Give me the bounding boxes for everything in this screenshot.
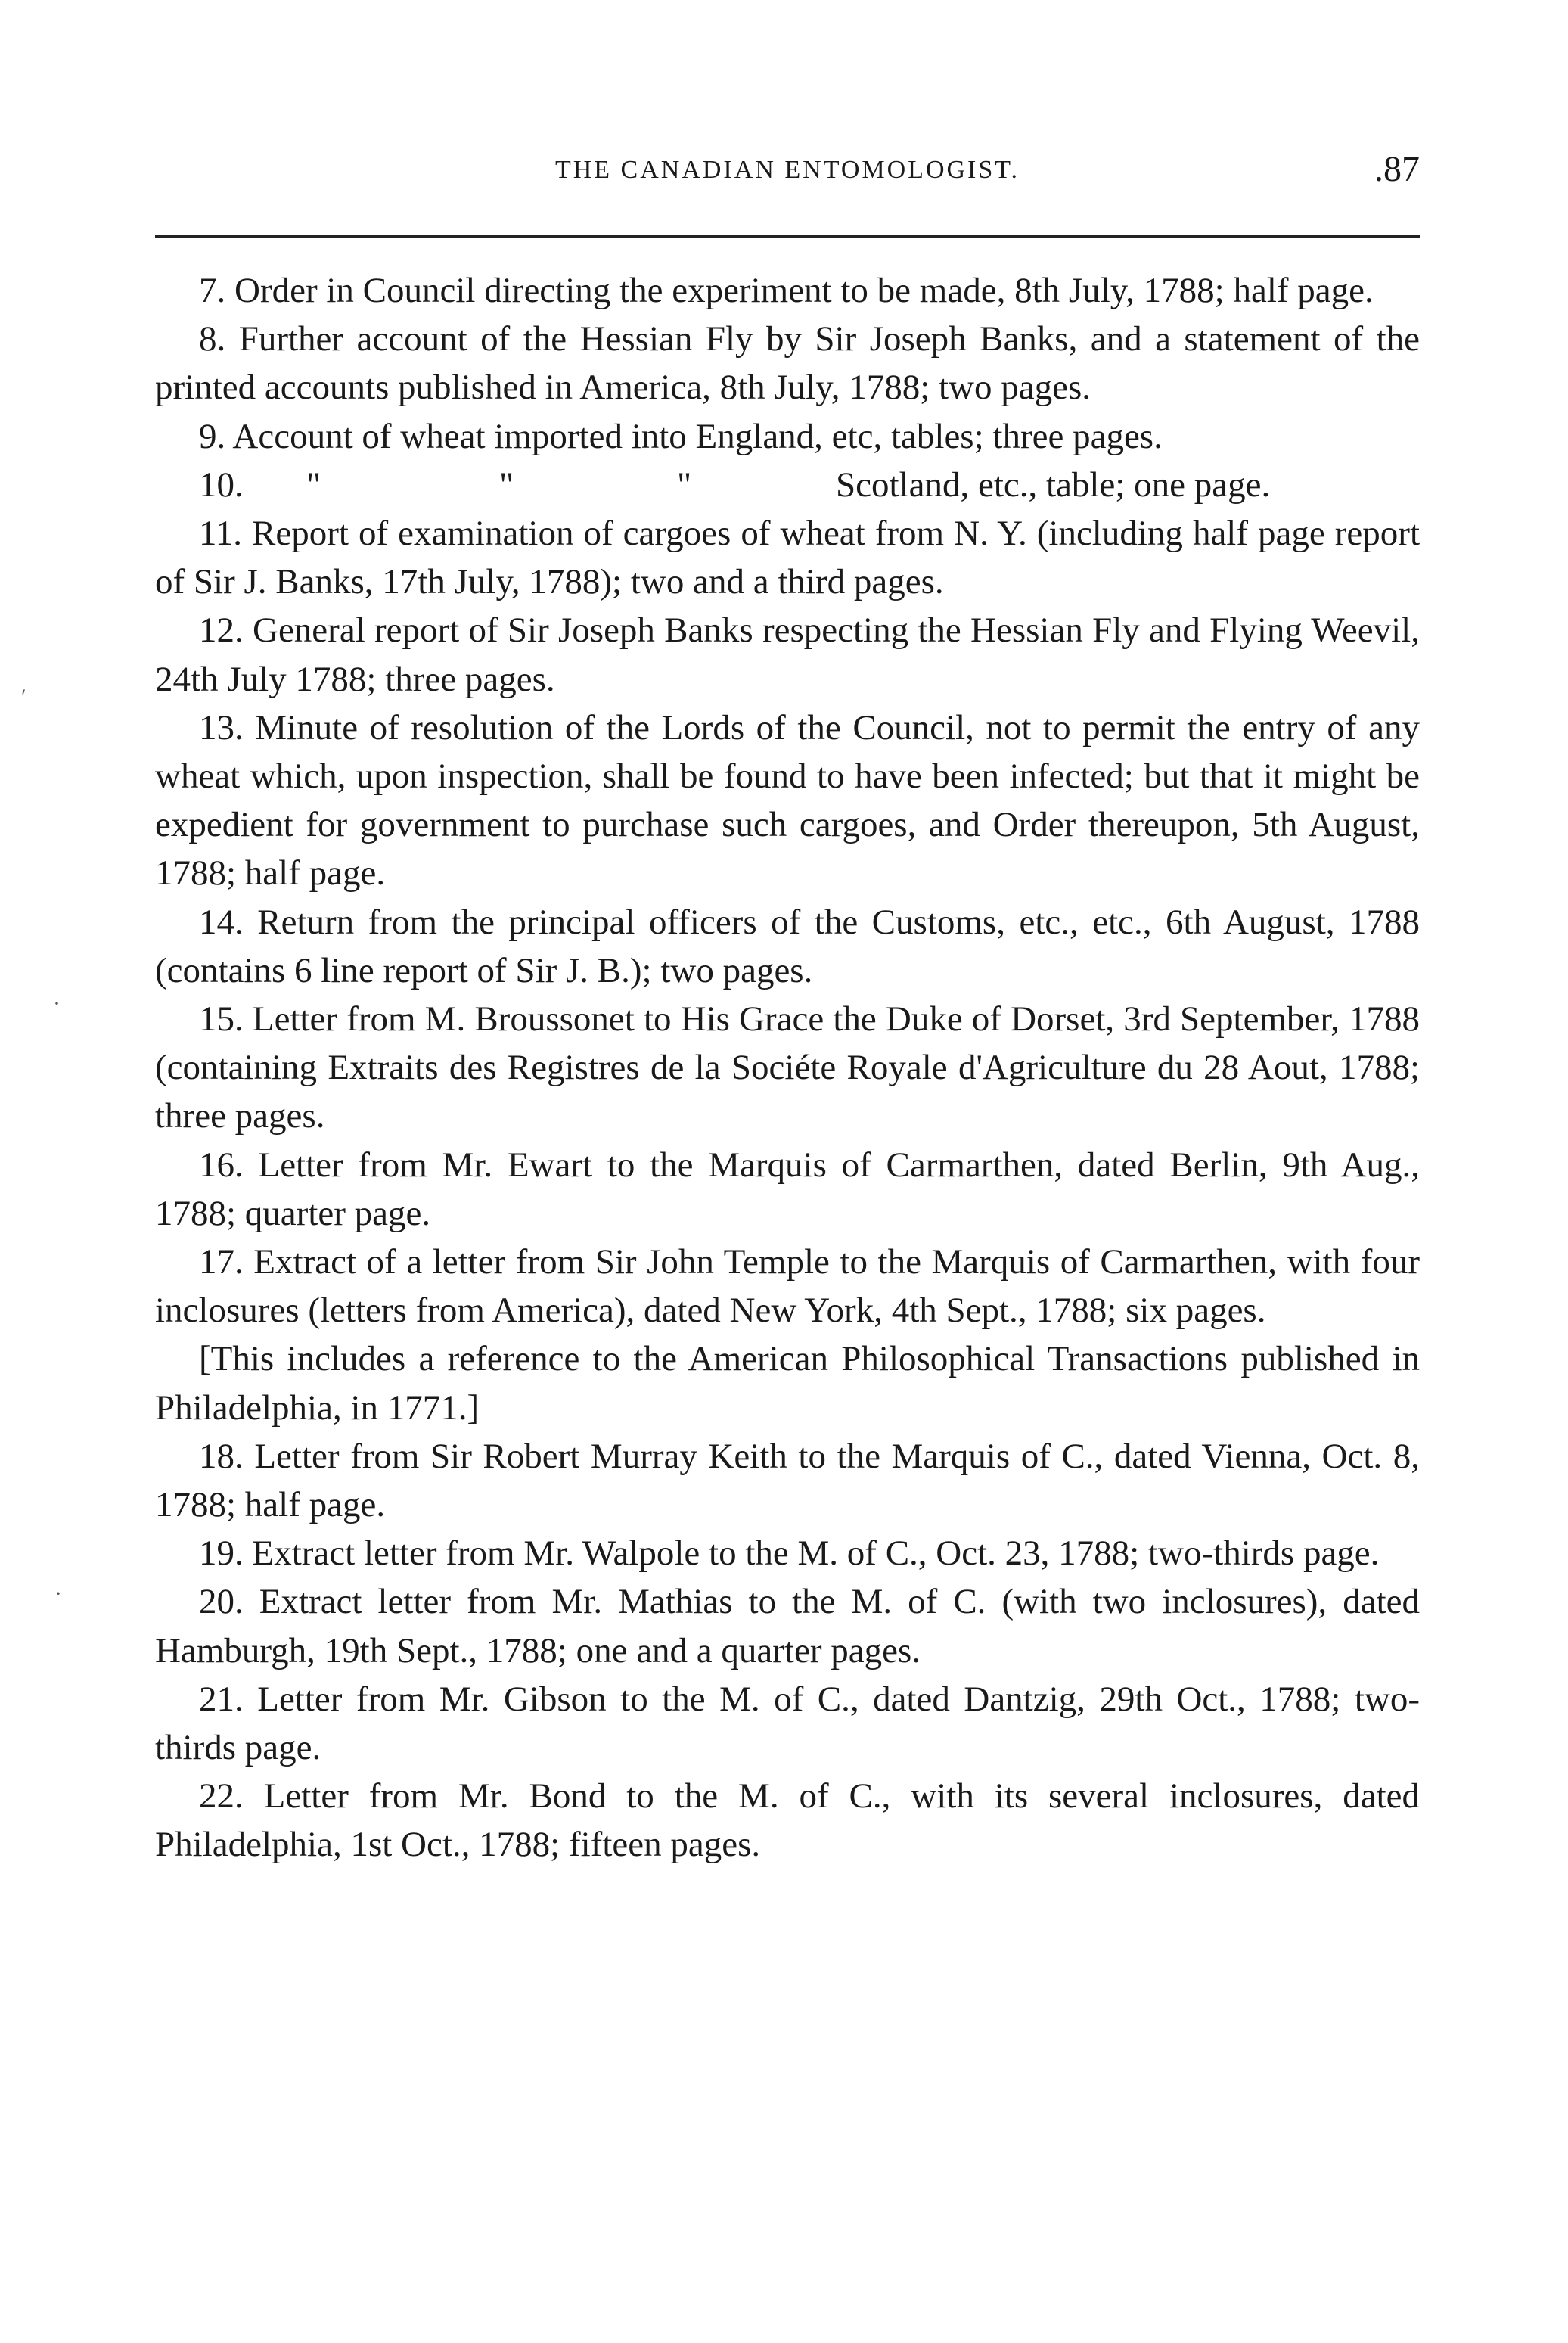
- margin-speck: ·: [54, 1581, 62, 1606]
- running-title: THE CANADIAN ENTOMOLOGIST.: [554, 156, 1020, 184]
- entry-17: 17. Extract of a letter from Sir John Temple to the Marquis of Carmarthen, with four inclosures (letters from America), dated New York, 4th Sept., 1788; six pages.: [155, 1242, 1420, 1331]
- entry-19: 19. Extract letter from Mr. Walpole to the M. of C., Oct. 23, 1788; two-thirds page.: [199, 1534, 1380, 1574]
- entry-16: 16. Letter from Mr. Ewart to the Marquis of Carmarthen, dated Berlin, 9th Aug., 1788; quarter page.: [155, 1145, 1420, 1233]
- entry-14: 14. Return from the principal officers of the Customs, etc., etc., 6th August, 1788 (contains 6 line report of Sir J. B.); two pages.: [155, 902, 1420, 990]
- margin-speck: ʹ: [21, 685, 26, 710]
- entry-13: 13. Minute of resolution of the Lords of the Council, not to permit the entry of any wheat which, upon inspection, shall be found to have been infected; but that it might be expedient for government to purchase such cargoes, and Order thereupon, 5th August, 1788; half page.: [155, 707, 1420, 893]
- header-rule: [155, 235, 1420, 238]
- entry-10: [155, 461, 1420, 509]
- entry-22: 22. Letter from Mr. Bond to the M. of C., with its several inclosures, dated Philadelphia, 1st Oct., 1788; fifteen pages.: [155, 1776, 1420, 1865]
- page-number: .87: [1374, 149, 1420, 189]
- entry-7: 7. Order in Council directing the experiment to be made, 8th July, 1788; half page.: [199, 271, 1374, 310]
- ditto-mark: ": [499, 465, 514, 505]
- entry-10-number: 10.: [199, 465, 244, 505]
- entry-8: 8. Further account of the Hessian Fly by Sir Joseph Banks, and a statement of the printed accounts published in America, 8th July, 1788; two pages.: [155, 319, 1420, 408]
- ditto-mark: ": [306, 465, 321, 505]
- margin-speck: ·: [53, 991, 61, 1016]
- ditto-mark: ": [677, 465, 692, 505]
- entry-9: 9. Account of wheat imported into England, etc, tables; three pages.: [199, 416, 1163, 456]
- entry-10-text: Scotland, etc., table; one page.: [836, 465, 1271, 505]
- entry-18: 18. Letter from Sir Robert Murray Keith to the Marquis of C., dated Vienna, Oct. 8, 1788; half page.: [155, 1436, 1420, 1525]
- entry-12: 12. General report of Sir Joseph Banks respecting the Hessian Fly and Flying Weevil, 24th July 1788; three pages.: [155, 611, 1420, 699]
- page-header: [155, 148, 1420, 201]
- bracketed-note: [This includes a reference to the American Philosophical Transactions published in Philadelphia, in 1771.]: [155, 1339, 1420, 1428]
- entry-list: [155, 266, 1420, 1869]
- entry-21: 21. Letter from Mr. Gibson to the M. of C., dated Dantzig, 29th Oct., 1788; two-thirds page.: [155, 1679, 1420, 1768]
- entry-11: 11. Report of examination of cargoes of wheat from N. Y. (including half page report of Sir J. Banks, 17th July, 1788); two and a third pages.: [155, 514, 1420, 602]
- entry-20: 20. Extract letter from Mr. Mathias to the M. of C. (with two inclosures), dated Hamburgh, 19th Sept., 1788; one and a quarter pages.: [155, 1582, 1420, 1670]
- entry-15: 15. Letter from M. Broussonet to His Grace the Duke of Dorset, 3rd September, 1788 (containing Extraits des Registres de la Sociéte Royale d'Agriculture du 28 Aout, 1788; three pages.: [155, 999, 1420, 1136]
